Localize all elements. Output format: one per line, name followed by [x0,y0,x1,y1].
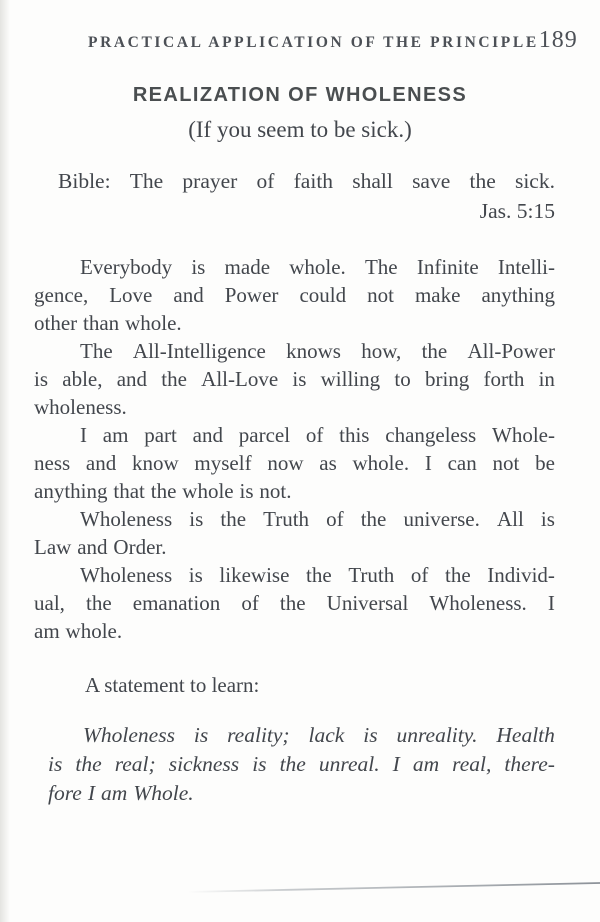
text-column [0,167,600,808]
paragraph [34,253,555,337]
text-line: ual, the emanation of the Universal Wholeness. I [34,591,555,615]
text-line: anything that the whole is not. [34,479,292,503]
text-line: am whole. [34,619,123,643]
section-subheading: (If you seem to be sick.) [188,117,412,142]
paragraph [34,561,555,645]
running-head [0,0,600,54]
text-line: I am part and parcel of this changeless Whole- [80,423,555,447]
text-line: ness and know myself now as whole. I can not be [34,451,555,475]
text-line: Bible: The prayer of faith shall save the sick. [58,169,555,193]
text-line: Wholeness is reality; lack is unreality. Health [83,723,555,747]
text-line: Everybody is made whole. The Infinite Intelli- [80,255,555,279]
paragraph [34,337,555,421]
text-line: is able, and the All-Love is willing to bring forth in [34,367,555,391]
bible-reference: Jas. 5:15 [479,199,555,223]
text-line: wholeness. [34,395,127,419]
bible-quote [34,167,555,225]
text-line: is the real; sickness is the unreal. I am real, there- [48,752,555,776]
paragraph [34,505,555,561]
running-head-title: PRACTICAL APPLICATION OF THE PRINCIPLE [88,34,539,51]
page-number: 189 [538,27,578,53]
text-line: Wholeness is the Truth of the universe. All is [80,507,555,531]
bible-quote-text [58,167,555,195]
page-bottom-edge-line [0,876,600,900]
text-line: other than whole. [34,311,182,335]
text-line: The All-Intelligence knows how, the All-Power [80,339,555,363]
text-line: fore I am Whole. [48,781,194,805]
text-line: Wholeness is likewise the Truth of the Individ- [80,563,555,587]
section-heading: REALIZATION OF WHOLENESS [132,84,468,106]
statement-label: A statement to learn: [85,673,260,697]
text-line: gence, Love and Power could not make anything [34,283,555,307]
body-text [34,253,555,645]
text-line: Law and Order. [34,535,167,559]
paragraph [34,421,555,505]
statement-text [48,721,555,808]
